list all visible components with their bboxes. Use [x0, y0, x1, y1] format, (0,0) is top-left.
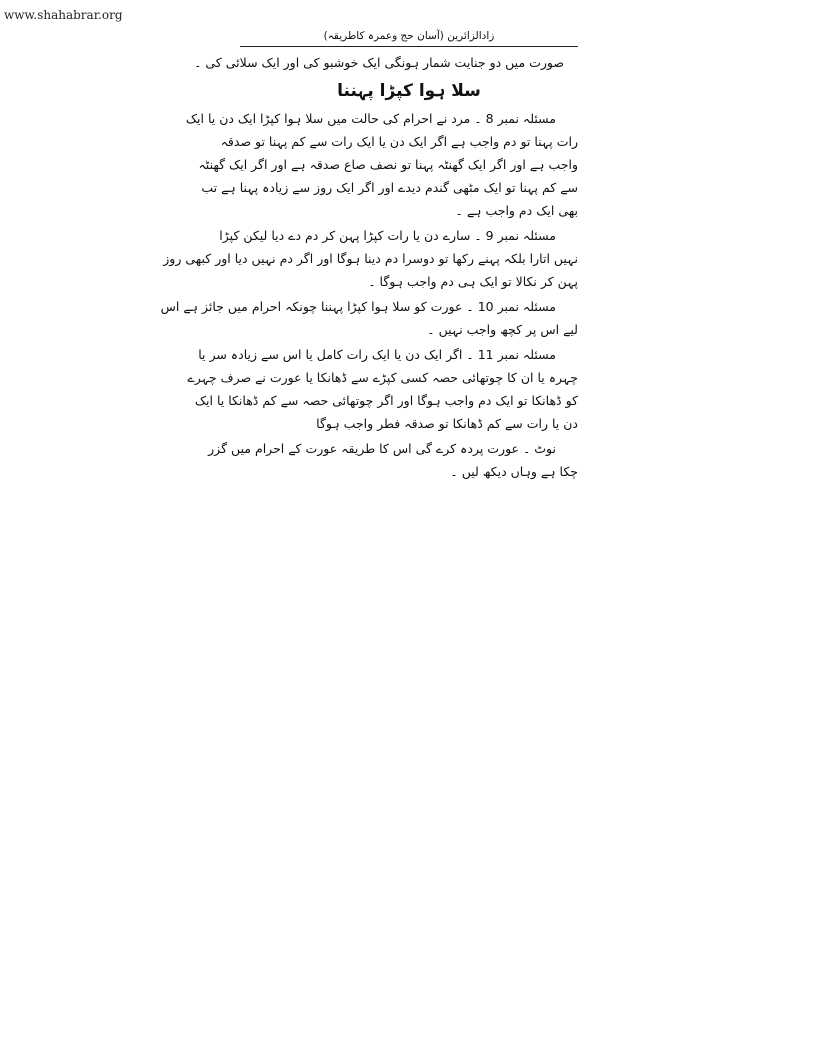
text-line: مسئلہ نمبر 11 ۔ اگر ایک دن یا ایک رات کامل یا اس سے زیادہ سر یا: [198, 347, 556, 362]
paragraph-masala-9: [163, 224, 578, 293]
text-line: بھی ایک دم واجب ہے ۔: [455, 203, 578, 218]
book-page: [160, 26, 578, 485]
running-header: زادالزائرین (آسان حج وعمرہ کاطریقہ): [240, 26, 578, 47]
text-line: رات پہنا تو دم واجب ہے اگر ایک دن یا ایک رات سے کم پہنا تو صدقہ: [220, 134, 578, 149]
text-line: مسئلہ نمبر 8 ۔ مرد نے احرام کی حالت میں سلا ہوا کپڑا ایک دن یا ایک: [185, 111, 556, 126]
text-line: سے کم پہنا تو ایک مٹھی گندم دیدے اور اگر ایک روز سے زیادہ پہنا ہے تب: [201, 180, 578, 195]
paragraph-masala-10: [160, 295, 578, 341]
paragraph-masala-11: [187, 343, 578, 435]
text-line: مسئلہ نمبر 10 ۔ عورت کو سلا ہوا کپڑا پہننا چونکہ احرام میں جائز ہے اس: [160, 299, 556, 314]
text-line: نہیں اتارا بلکہ پہنے رکھا تو دوسرا دم دینا ہوگا اور اگر دم نہیں دیا اور کبھی روز: [163, 251, 578, 266]
text-line: پہن کر نکالا تو ایک ہی دم واجب ہوگا ۔: [368, 274, 578, 289]
text-line: دن یا رات سے کم ڈھانکا تو صدقہ فطر واجب ہوگا: [316, 416, 578, 431]
text-line: نوٹ ۔ عورت پردہ کرے گی اس کا طریقہ عورت کے احرام میں گزر: [208, 441, 556, 456]
section-heading: سلا ہوا کپڑا پہننا: [337, 81, 481, 101]
text-line: مسئلہ نمبر 9 ۔ سارے دن یا رات کپڑا پہن کر دم دے دیا لیکن کپڑا: [219, 228, 556, 243]
paragraph-masala-8: [185, 107, 578, 222]
text-line: واجب ہے اور اگر ایک گھنٹہ پہنا تو نصف صاع صدقہ ہے اور اگر ایک گھنٹہ: [198, 157, 578, 172]
text-line: کو ڈھانکا تو ایک دم واجب ہوگا اور اگر چوتھائی حصہ سے کم ڈھانکا یا ایک: [194, 393, 578, 408]
text-line: چہرہ یا ان کا چوتھائی حصہ کسی کپڑے سے ڈھانکا یا عورت نے صرف چہرے: [187, 370, 578, 385]
continuation-line: صورت میں دو جنایت شمار ہونگی ایک خوشبو کی اور ایک سلائی کی ۔: [194, 55, 564, 70]
text-line: لیے اس پر کچھ واجب نہیں ۔: [427, 322, 578, 337]
paragraph-note: [208, 437, 578, 483]
watermark-url: www.shahabrar.org: [4, 8, 123, 22]
text-line: چکا ہے وہاں دیکھ لیں ۔: [450, 464, 578, 479]
